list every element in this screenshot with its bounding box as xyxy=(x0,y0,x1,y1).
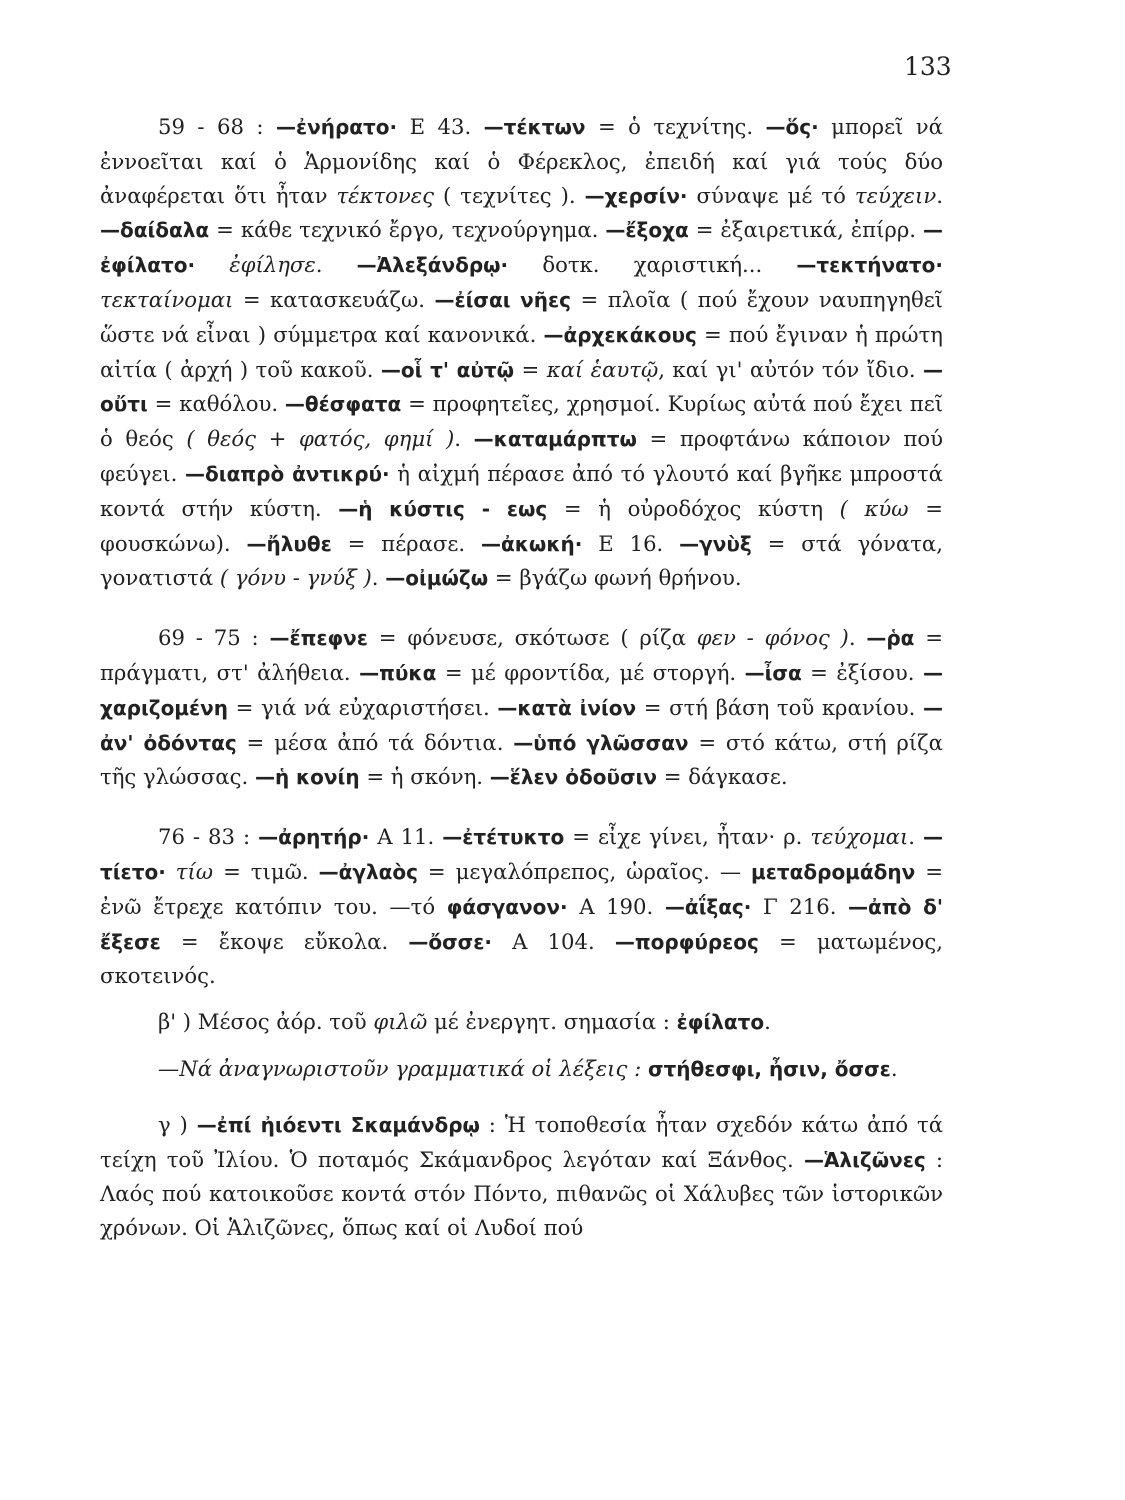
text-segment: . xyxy=(936,182,943,208)
text-segment: = προφητεῖες, χρησμοί. Κυρίως αὐτά πού ἔχει πεῖ ὁ θεός xyxy=(100,391,943,452)
text-segment: = καθόλου. xyxy=(147,391,285,417)
headword: κύστις - εως xyxy=(389,496,548,521)
italic-text: τεύχομαι xyxy=(810,824,909,850)
text-segment: = βγάζω φωνή θρήνου. xyxy=(488,565,742,591)
headword: —ἔξοχα xyxy=(605,218,689,243)
headword: στήθεσφι, ἦσιν, ὄσσε xyxy=(647,1056,891,1081)
headword: —γνὺξ xyxy=(679,531,752,556)
headword: —κατὰ ἰνίον xyxy=(497,695,637,720)
headword: —τεκτήνατο· xyxy=(796,253,943,278)
text-segment: = στή βάση τοῦ κρανίου. xyxy=(636,694,923,720)
headword: —ἀγλαὸς xyxy=(318,859,418,884)
text-segment: μπορεῖ νά ἐννοεῖται καί ὁ Ἁρμονίδης καί ὁ Φέρεκλος, ἐπειδή καί γιά τούς δύο ἀναφέρεται ὅτι ἦταν xyxy=(100,114,943,208)
headword: —ἡ xyxy=(254,765,290,790)
text-segment: 69 - 75 : xyxy=(158,625,270,651)
text-segment: : Λαός πού κατοικοῦσε κοντά στόν Πόντο, πιθανῶς οἱ Χάλυβες τῶν ἱστορικῶν χρόνων. Οἱ Ἁλιζῶνες, ὅπως καί οἱ Λυδοί πού xyxy=(100,1146,944,1241)
headword: —ἀπὸ δ' ἔξεσε xyxy=(100,894,943,954)
headword: —Ἀλεξάνδρῳ· xyxy=(356,253,509,278)
headword: —ὄσσε· xyxy=(408,929,492,954)
text-segment: = πέρασε. xyxy=(331,530,481,556)
headword: —τέκτων xyxy=(483,115,586,139)
text-segment: δοτκ. χαριστική... xyxy=(508,252,797,278)
text-segment: . xyxy=(890,1055,898,1081)
text-segment: = μεγαλόπρεπος, ὡραῖος. — xyxy=(417,858,752,884)
headword: —οὔτι xyxy=(100,357,944,417)
text-segment: = πράγματι, στ' ἀλήθεια. xyxy=(100,625,943,685)
italic-text: —Νά ἀναγνωριστοῦν γραμματικά οἱ λέξεις : xyxy=(158,1055,642,1081)
italic-text: τεκταίνομαι xyxy=(100,286,234,312)
text-segment: . xyxy=(371,565,386,591)
headword: —χερσίν· xyxy=(584,183,688,208)
text-segment xyxy=(641,1056,648,1081)
text-segment: = μέσα ἀπό τά δόντια. xyxy=(236,729,514,755)
headword: —ἀρχεκάκους xyxy=(543,322,697,347)
text-segment: = κατασκευάζω. xyxy=(233,286,435,312)
paragraph-section-g xyxy=(100,1108,943,1245)
headword: —δαίδαλα xyxy=(100,218,210,243)
headword: —ἀΐξας· xyxy=(664,894,752,919)
headword: φάσγανον· xyxy=(446,894,568,919)
headword: —οἰμώζω xyxy=(385,566,489,591)
text-segment: Α 11. xyxy=(369,824,443,850)
text-segment: = πλοῖα ( πού ἔχουν ναυπηγηθεῖ ὥστε νά εἶναι ) σύμμετρα καί κανονικά. xyxy=(100,286,943,347)
text-segment: = στό κάτω, στή ρίζα τῆς γλώσσας. xyxy=(100,729,943,790)
text-segment xyxy=(289,764,296,789)
headword: ἐφίλατο xyxy=(676,1010,765,1035)
headword: —ἐτέτυκτο xyxy=(442,825,565,850)
text-segment: Γ 216. xyxy=(751,893,849,919)
paragraph-grammar-exercise xyxy=(100,1052,943,1087)
paragraph-lines-59-68 xyxy=(100,110,943,596)
text-segment: . xyxy=(454,426,474,452)
italic-text: φεν - φόνος ) xyxy=(696,625,849,651)
headword: —ἔπεφνε xyxy=(269,626,368,651)
text-segment xyxy=(373,496,390,521)
italic-text: φιλῶ xyxy=(373,1009,428,1035)
headword: —ὑπό γλῶσσαν xyxy=(513,730,689,755)
headword: —ἤλυθε xyxy=(246,531,332,556)
text-segment: = φόνευσε, σκότωσε ( ρίζα xyxy=(367,625,697,651)
headword: —χαριζομένη xyxy=(100,660,944,720)
text-segment: γ ) xyxy=(158,1111,197,1137)
italic-text: τέκτονες xyxy=(336,182,435,208)
text-segment: . xyxy=(764,1009,771,1035)
paragraph-lines-69-75 xyxy=(100,621,943,795)
headword: —καταμάρπτω xyxy=(473,427,637,452)
text-segment xyxy=(195,252,229,277)
text-segment: . xyxy=(908,824,923,850)
italic-text: ( θεός + φατός, φημί ) xyxy=(186,426,455,452)
text-segment: ( τεχνίτες ). xyxy=(434,182,585,208)
italic-text: ( γόνυ - γνύξ ) xyxy=(219,565,372,591)
italic-text: ἐφίλησε xyxy=(229,252,316,278)
headword: —ῥα xyxy=(866,626,915,651)
text-segment: Α 104. xyxy=(491,928,615,954)
text-segment: : Ἡ τοποθεσία ἦταν σχεδόν κάτω ἀπό τά τείχη τοῦ Ἰλίου. Ὁ ποταμός Σκάμανδρος λεγόταν καί Ξάνθος. xyxy=(100,1111,943,1172)
paragraph-lines-76-83 xyxy=(100,820,943,993)
text-segment xyxy=(166,859,176,884)
text-segment: . xyxy=(315,252,357,278)
headword: —τίετο· xyxy=(100,825,943,884)
headword: —ὅς· xyxy=(765,115,819,139)
text-segment: = πού ἔγιναν ἡ πρώτη αἰτία ( ἀρχή ) τοῦ κακοῦ. xyxy=(100,321,943,382)
text-segment: β' ) Μέσος ἀόρ. τοῦ xyxy=(158,1009,374,1035)
headword: —πύκα xyxy=(359,660,437,685)
italic-text: καί ἑαυτῷ xyxy=(546,356,659,382)
text-segment: = στά γόνατα, γονατιστά xyxy=(100,530,943,591)
text-segment: . xyxy=(848,625,867,651)
text-segment: = ἡ σκόνη. xyxy=(359,764,490,790)
text-segment: = ἐξαιρετικά, ἐπίρρ. xyxy=(688,217,924,243)
text-segment: Α 190. xyxy=(567,893,665,919)
headword: —πορφύρεος xyxy=(614,929,759,954)
text-segment: = εἶχε γίνει, ἦταν· ρ. xyxy=(564,824,811,850)
page-number: 133 xyxy=(904,52,952,81)
text-segment: , καί γι' αὐτόν τόν ἴδιο. xyxy=(658,356,924,382)
headword: —ἕλεν ὀδοῦσιν xyxy=(489,765,657,790)
text-segment: = γιά νά εὐχαριστήσει. xyxy=(228,694,498,720)
headword: —ἐπί ἠιόεντι Σκαμάνδρῳ xyxy=(196,1112,480,1137)
commentary-text xyxy=(100,110,943,1245)
text-segment: = φουσκώνω). xyxy=(100,495,943,556)
headword: —ἀρητήρ· xyxy=(258,825,370,850)
text-segment: σύναψε μέ τό xyxy=(687,182,855,208)
headword: —θέσφατα xyxy=(284,392,402,417)
headword: —ἀν' ὀδόντας xyxy=(100,695,943,755)
text-segment: = δάγκασε. xyxy=(656,764,788,790)
text-segment: = ἐνῶ ἔτρεχε κατόπιν του. —τό xyxy=(100,858,943,919)
text-segment: = ἔκοψε εὔκολα. xyxy=(160,928,409,954)
text-segment: ἡ αἰχμή πέρασε ἀπό τό γλουτό καί βγῆκε μπροστά κοντά στήν κύστη. xyxy=(100,460,943,521)
italic-text: ( κύω xyxy=(839,495,909,521)
headword: —οἷ τ' αὐτῷ xyxy=(380,357,515,382)
headword: —διαπρὸ ἀντικρύ· xyxy=(185,461,390,486)
headword: —ἶσα xyxy=(744,660,802,685)
headword: κονίη xyxy=(295,765,360,790)
headword: —ἀκωκή· xyxy=(480,531,583,556)
italic-text: τίω xyxy=(175,858,214,884)
text-segment: = ἐξίσου. xyxy=(801,659,924,685)
text-segment: = xyxy=(514,356,547,382)
text-segment: = ἡ οὐροδόχος κύστη xyxy=(547,495,840,521)
text-segment: 59 - 68 : xyxy=(158,114,276,139)
text-segment: μέ ἐνεργητ. σημασία : xyxy=(427,1009,677,1035)
text-segment: 76 - 83 : xyxy=(158,824,259,850)
text-segment: = τιμῶ. xyxy=(213,858,319,884)
text-segment: = μέ φροντίδα, μέ στοργή. xyxy=(436,659,745,685)
headword: —ἐίσαι νῆες xyxy=(434,287,572,312)
headword: —ἡ xyxy=(338,496,373,521)
headword: —ἐνήρατο· xyxy=(275,115,398,139)
text-segment: = κάθε τεχνικό ἔργο, τεχνούργημα. xyxy=(209,217,606,243)
text-segment: = ματωμένος, σκοτεινός. xyxy=(100,928,943,989)
italic-text: τεύχειν xyxy=(854,182,937,208)
text-segment: Ε 16. xyxy=(582,530,680,556)
headword: —Ἁλιζῶνες xyxy=(803,1147,926,1172)
text-segment: = προφτάνω κάποιον πού φεύγει. xyxy=(100,426,943,486)
text-segment: Ε 43. xyxy=(397,114,484,139)
headword: —ἐφίλατο· xyxy=(100,218,944,278)
text-segment: = ὁ τεχνίτης. xyxy=(585,114,766,139)
paragraph-section-b xyxy=(100,1005,943,1040)
headword: μεταδρομάδην xyxy=(751,859,916,884)
